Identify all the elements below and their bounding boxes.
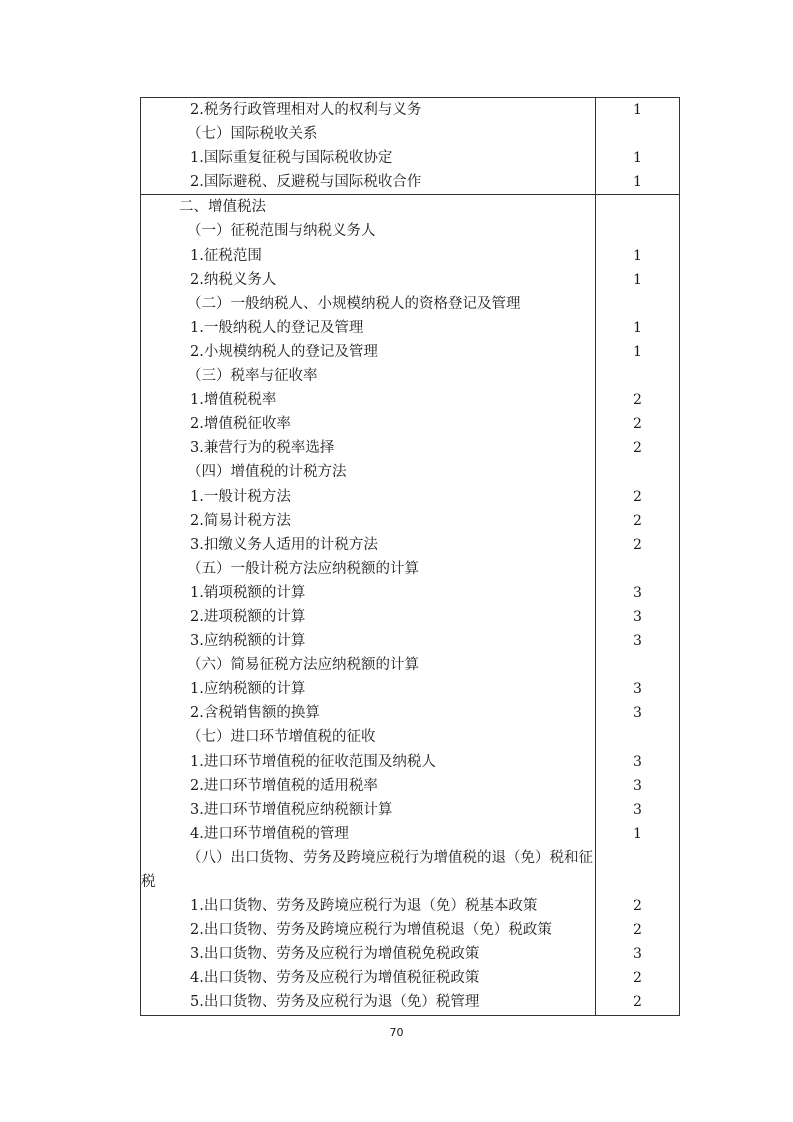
hours-value: 1	[633, 825, 642, 842]
topic-item: 2.含税销售额的换算	[190, 705, 320, 722]
hours-value	[596, 364, 679, 388]
hours-value: 2	[633, 488, 642, 505]
section-heading: （六）简易征税方法应纳税额的计算	[187, 657, 419, 674]
topic-item: 2.简易计税方法	[190, 512, 291, 529]
topic-item: 1.增值税税率	[190, 392, 277, 409]
hours-value: 3	[633, 633, 642, 650]
hours-value: 3	[633, 946, 642, 963]
section-heading: （二）一般纳税人、小规模纳税人的资格登记及管理	[187, 295, 521, 312]
topics-cell	[141, 195, 596, 1015]
topic-item: 3.扣缴义务人适用的计税方法	[190, 536, 378, 553]
hours-value: 3	[633, 584, 642, 601]
topic-item: 1.国际重复征税与国际税收协定	[190, 150, 393, 167]
topic-item: 3.应纳税额的计算	[190, 633, 306, 650]
hours-value	[596, 292, 679, 316]
hours-value: 3	[633, 608, 642, 625]
hours-value: 2	[633, 440, 642, 457]
topic-item: 2.增值税征收率	[190, 416, 291, 433]
hours-value: 2	[633, 994, 642, 1011]
hours-value	[596, 846, 679, 894]
hours-value: 3	[633, 705, 642, 722]
hours-value	[596, 122, 679, 146]
topic-item: 1.一般计税方法	[190, 488, 291, 505]
table-row	[141, 195, 680, 1015]
hours-value: 1	[633, 150, 642, 167]
topic-item: 2.出口货物、劳务及跨境应税行为增值税退（免）税政策	[190, 922, 552, 939]
hours-value: 1	[633, 343, 642, 360]
section-heading: （五）一般计税方法应纳税额的计算	[187, 560, 419, 577]
hours-value	[596, 219, 679, 243]
topic-item: 1.一般纳税人的登记及管理	[190, 319, 364, 336]
table-row	[141, 98, 680, 195]
hours-value: 3	[633, 753, 642, 770]
topic-item: 1.销项税额的计算	[190, 584, 306, 601]
section-heading: （一）征税范围与纳税义务人	[187, 223, 376, 240]
topic-item: 4.出口货物、劳务及应税行为增值税征税政策	[190, 970, 480, 987]
hours-value: 3	[633, 681, 642, 698]
hours-value	[596, 557, 679, 581]
chapter-heading: 二、增值税法	[179, 199, 266, 216]
hours-value: 2	[633, 416, 642, 433]
topic-item: 1.应纳税额的计算	[190, 681, 306, 698]
section-heading: （七）国际税收关系	[187, 126, 318, 143]
topic-item: 2.纳税义务人	[190, 271, 277, 288]
section-heading: （八）出口货物、劳务及跨境应税行为增值税的退（免）税和征税	[141, 849, 593, 890]
hours-cell	[596, 98, 680, 195]
hours-value: 2	[633, 922, 642, 939]
topic-item: 2.税务行政管理相对人的权利与义务	[190, 102, 422, 118]
section-heading: （七）进口环节增值税的征收	[187, 729, 376, 746]
topic-item: 3.进口环节增值税应纳税额计算	[190, 801, 393, 818]
topic-item: 1.征税范围	[190, 247, 262, 264]
hours-value: 2	[633, 970, 642, 987]
topic-item: 4.进口环节增值税的管理	[190, 825, 349, 842]
hours-value: 1	[633, 319, 642, 336]
hours-value: 1	[633, 174, 642, 191]
hours-value: 3	[633, 777, 642, 794]
topic-item: 3.兼营行为的税率选择	[190, 440, 335, 457]
page-number: 70	[389, 1026, 404, 1039]
hours-value: 3	[633, 801, 642, 818]
hours-value: 1	[633, 271, 642, 288]
topic-item: 5.出口货物、劳务及应税行为退（免）税管理	[190, 994, 480, 1011]
hours-value	[596, 195, 679, 219]
hours-value	[596, 460, 679, 484]
hours-cell	[596, 195, 680, 1015]
topic-item: 2.进口环节增值税的适用税率	[190, 777, 378, 794]
hours-value	[596, 653, 679, 677]
hours-value	[596, 725, 679, 749]
topic-item: 1.出口货物、劳务及跨境应税行为退（免）税基本政策	[190, 898, 538, 915]
hours-value: 2	[633, 898, 642, 915]
hours-value: 2	[633, 512, 642, 529]
topic-item: 2.进项税额的计算	[190, 608, 306, 625]
topic-item: 2.国际避税、反避税与国际税收合作	[190, 174, 422, 191]
hours-value: 2	[633, 392, 642, 409]
hours-value: 1	[633, 247, 642, 264]
section-heading: （四）增值税的计税方法	[187, 464, 347, 481]
topic-item: 3.出口货物、劳务及应税行为增值税免税政策	[190, 946, 480, 963]
syllabus-table	[140, 97, 680, 1016]
topics-cell	[141, 98, 596, 195]
hours-value: 1	[633, 102, 642, 118]
topic-item: 1.进口环节增值税的征收范围及纳税人	[190, 753, 436, 770]
hours-value: 2	[633, 536, 642, 553]
section-heading: （三）税率与征收率	[187, 368, 318, 385]
topic-item: 2.小规模纳税人的登记及管理	[190, 343, 378, 360]
